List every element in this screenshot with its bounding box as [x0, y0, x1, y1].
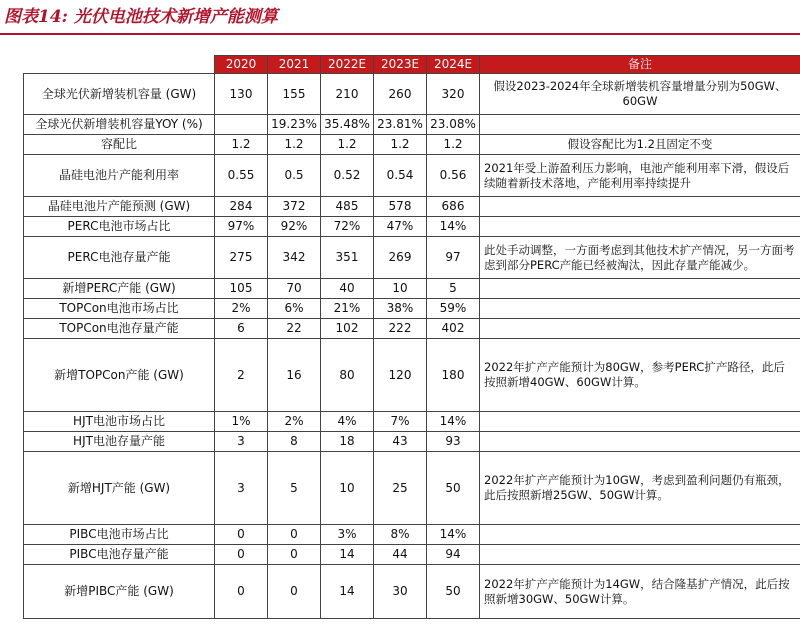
value-cell: 0: [268, 565, 321, 619]
value-cell: 342: [268, 237, 321, 279]
row-label: HJT电池市场占比: [24, 412, 215, 432]
row-label: 全球光伏新增装机容量YOY (%): [24, 115, 215, 135]
value-cell: 92%: [268, 217, 321, 237]
value-cell: 14: [321, 565, 374, 619]
value-cell: 80: [321, 339, 374, 412]
value-cell: 105: [215, 279, 268, 299]
col-header-2020: 2020: [215, 56, 268, 74]
value-cell: 222: [374, 319, 427, 339]
value-cell: 0.52: [321, 155, 374, 197]
value-cell: 2: [215, 339, 268, 412]
note-cell: [480, 279, 800, 299]
value-cell: 0.54: [374, 155, 427, 197]
note-cell: 2022年扩产产能预计为80GW，参考PERC扩产路径，此后按照新增40GW、60GW计算。: [480, 339, 800, 412]
value-cell: 70: [268, 279, 321, 299]
row-label: PIBC电池存量产能: [24, 545, 215, 565]
note-cell: [480, 412, 800, 432]
value-cell: 485: [321, 197, 374, 217]
table-row: [24, 135, 800, 155]
table-row: [24, 319, 800, 339]
value-cell: 16: [268, 339, 321, 412]
table-row: [24, 565, 800, 619]
value-cell: 0.55: [215, 155, 268, 197]
title-rule: [0, 33, 800, 35]
value-cell: 14%: [427, 525, 480, 545]
value-cell: 578: [374, 197, 427, 217]
value-cell: 10: [374, 279, 427, 299]
note-cell: [480, 432, 800, 452]
table-row: [24, 197, 800, 217]
value-cell: 1.2: [374, 135, 427, 155]
value-cell: 3%: [321, 525, 374, 545]
header-row: [24, 56, 800, 74]
value-cell: 2%: [268, 412, 321, 432]
value-cell: 22: [268, 319, 321, 339]
note-cell: [480, 115, 800, 135]
note-cell: 假设2023-2024年全球新增装机容量增量分别为50GW、60GW: [480, 74, 800, 115]
value-cell: 0: [268, 525, 321, 545]
value-cell: 0.56: [427, 155, 480, 197]
value-cell: 7%: [374, 412, 427, 432]
row-label: 新增TOPCon产能 (GW): [24, 339, 215, 412]
value-cell: 14: [321, 545, 374, 565]
table-row: [24, 74, 800, 115]
col-header-2024e: 2024E: [427, 56, 480, 74]
note-cell: 此处手动调整，一方面考虑到其他技术扩产情况，另一方面考虑到部分PERC产能已经被淘汰，因此存量产能减少。: [480, 237, 800, 279]
value-cell: 1.2: [268, 135, 321, 155]
col-header-2023e: 2023E: [374, 56, 427, 74]
value-cell: 260: [374, 74, 427, 115]
value-cell: 120: [374, 339, 427, 412]
note-cell: 2022年扩产产能预计为14GW，结合隆基扩产情况，此后按照新增30GW、50GW计算。: [480, 565, 800, 619]
table-row: [24, 432, 800, 452]
table-row: [24, 525, 800, 545]
value-cell: 2%: [215, 299, 268, 319]
row-label: 容配比: [24, 135, 215, 155]
value-cell: 44: [374, 545, 427, 565]
table-row: [24, 299, 800, 319]
value-cell: 351: [321, 237, 374, 279]
value-cell: 0.5: [268, 155, 321, 197]
col-header-2021: 2021: [268, 56, 321, 74]
value-cell: 3: [215, 452, 268, 525]
value-cell: 25: [374, 452, 427, 525]
row-label: 全球光伏新增装机容量 (GW): [24, 74, 215, 115]
note-cell: [480, 319, 800, 339]
value-cell: 21%: [321, 299, 374, 319]
value-cell: 59%: [427, 299, 480, 319]
row-label: PERC电池存量产能: [24, 237, 215, 279]
value-cell: 269: [374, 237, 427, 279]
value-cell: 8%: [374, 525, 427, 545]
row-label: PIBC电池市场占比: [24, 525, 215, 545]
value-cell: 18: [321, 432, 374, 452]
value-cell: 102: [321, 319, 374, 339]
value-cell: 14%: [427, 412, 480, 432]
value-cell: 130: [215, 74, 268, 115]
row-label: 新增HJT产能 (GW): [24, 452, 215, 525]
row-label: TOPCon电池存量产能: [24, 319, 215, 339]
value-cell: 23.81%: [374, 115, 427, 135]
value-cell: 10: [321, 452, 374, 525]
value-cell: 210: [321, 74, 374, 115]
value-cell: 50: [427, 452, 480, 525]
table-row: [24, 237, 800, 279]
value-cell: 1%: [215, 412, 268, 432]
value-cell: 284: [215, 197, 268, 217]
value-cell: 402: [427, 319, 480, 339]
col-header-2022e: 2022E: [321, 56, 374, 74]
value-cell: 43: [374, 432, 427, 452]
value-cell: [215, 115, 268, 135]
value-cell: 47%: [374, 217, 427, 237]
figure-title: 图表14: 光伏电池技术新增产能测算: [4, 7, 278, 27]
table-row: [24, 217, 800, 237]
table-row: [24, 545, 800, 565]
value-cell: 1.2: [427, 135, 480, 155]
value-cell: 97: [427, 237, 480, 279]
value-cell: 0: [268, 545, 321, 565]
note-cell: [480, 525, 800, 545]
value-cell: 3: [215, 432, 268, 452]
value-cell: 0: [215, 565, 268, 619]
value-cell: 6%: [268, 299, 321, 319]
note-cell: 2021年受上游盈利压力影响，电池产能利用率下滑，假设后续随着新技术落地，产能利用率持续提升: [480, 155, 800, 197]
value-cell: 6: [215, 319, 268, 339]
value-cell: 5: [427, 279, 480, 299]
row-label: 新增PIBC产能 (GW): [24, 565, 215, 619]
value-cell: 72%: [321, 217, 374, 237]
value-cell: 8: [268, 432, 321, 452]
table-row: [24, 115, 800, 135]
table-row: [24, 452, 800, 525]
row-label: HJT电池存量产能: [24, 432, 215, 452]
value-cell: 14%: [427, 217, 480, 237]
value-cell: 94: [427, 545, 480, 565]
note-cell: [480, 545, 800, 565]
value-cell: 0: [215, 545, 268, 565]
note-cell: [480, 217, 800, 237]
value-cell: 38%: [374, 299, 427, 319]
value-cell: 1.2: [321, 135, 374, 155]
value-cell: 40: [321, 279, 374, 299]
value-cell: 4%: [321, 412, 374, 432]
row-label: TOPCon电池市场占比: [24, 299, 215, 319]
value-cell: 320: [427, 74, 480, 115]
table-row: [24, 279, 800, 299]
header-blank: [24, 56, 215, 74]
value-cell: 35.48%: [321, 115, 374, 135]
value-cell: 275: [215, 237, 268, 279]
value-cell: 155: [268, 74, 321, 115]
value-cell: 0: [215, 525, 268, 545]
row-label: 晶硅电池片产能预测 (GW): [24, 197, 215, 217]
value-cell: 93: [427, 432, 480, 452]
table-row: [24, 412, 800, 432]
note-cell: [480, 299, 800, 319]
note-cell: 2022年扩产产能预计为10GW，考虑到盈利问题仍有瓶颈，此后按照新增25GW、50GW计算。: [480, 452, 800, 525]
value-cell: 372: [268, 197, 321, 217]
row-label: 新增PERC产能 (GW): [24, 279, 215, 299]
value-cell: 1.2: [215, 135, 268, 155]
capacity-table: [23, 55, 800, 619]
note-cell: [480, 197, 800, 217]
value-cell: 30: [374, 565, 427, 619]
value-cell: 97%: [215, 217, 268, 237]
value-cell: 23.08%: [427, 115, 480, 135]
value-cell: 686: [427, 197, 480, 217]
table-row: [24, 339, 800, 412]
col-header-note: 备注: [480, 56, 800, 74]
value-cell: 5: [268, 452, 321, 525]
row-label: 晶硅电池片产能利用率: [24, 155, 215, 197]
table-row: [24, 155, 800, 197]
value-cell: 50: [427, 565, 480, 619]
value-cell: 180: [427, 339, 480, 412]
row-label: PERC电池市场占比: [24, 217, 215, 237]
value-cell: 19.23%: [268, 115, 321, 135]
note-cell: 假设容配比为1.2且固定不变: [480, 135, 800, 155]
